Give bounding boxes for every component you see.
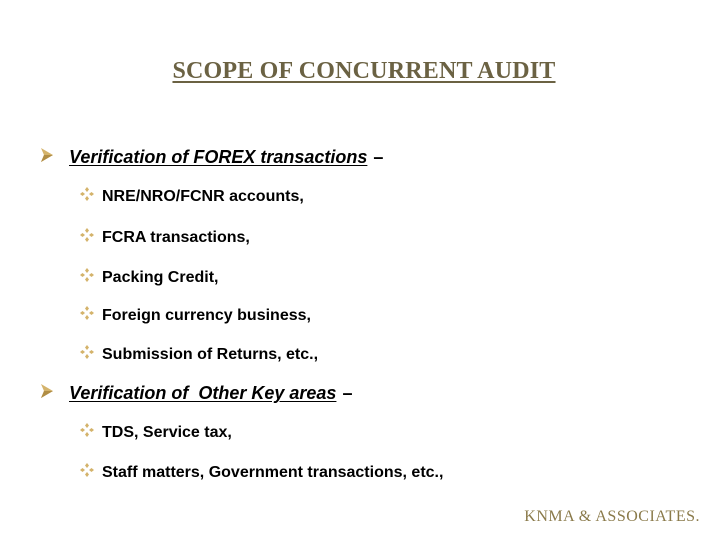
heading-dash: – xyxy=(342,383,353,403)
section-heading-text: Verification of Other Key areas xyxy=(69,383,337,403)
footer-brand: KNMA & ASSOCIATES. xyxy=(524,508,700,525)
list-item-text: NRE/NRO/FCNR accounts, xyxy=(102,187,304,205)
diamond-bullet-icon xyxy=(80,463,102,482)
diamond-bullet-icon xyxy=(80,187,102,206)
list-item-text: Staff matters, Government transactions, etc., xyxy=(102,463,444,481)
section-heading-other xyxy=(39,383,352,404)
list-item xyxy=(80,463,443,482)
list-item xyxy=(80,423,232,442)
list-item-text: Foreign currency business, xyxy=(102,306,311,324)
list-item xyxy=(80,228,250,247)
list-item-text: TDS, Service tax, xyxy=(102,423,232,441)
list-item xyxy=(80,306,311,325)
arrow-bullet-icon xyxy=(39,383,69,404)
diamond-bullet-icon xyxy=(80,228,102,247)
list-item-text: FCRA transactions, xyxy=(102,228,250,246)
diamond-bullet-icon xyxy=(80,268,102,287)
diamond-bullet-icon xyxy=(80,306,102,325)
list-item xyxy=(80,345,318,364)
arrow-bullet-icon xyxy=(39,147,69,168)
list-item-text: Packing Credit, xyxy=(102,268,219,286)
page-title: SCOPE OF CONCURRENT AUDIT xyxy=(172,58,556,84)
list-item xyxy=(80,187,304,206)
diamond-bullet-icon xyxy=(80,345,102,364)
heading-dash: – xyxy=(373,147,384,167)
diamond-bullet-icon xyxy=(80,423,102,442)
section-heading-text: Verification of FOREX transactions xyxy=(69,147,368,167)
list-item xyxy=(80,268,218,287)
list-item-text: Submission of Returns, etc., xyxy=(102,345,319,363)
section-heading-forex xyxy=(39,147,383,168)
